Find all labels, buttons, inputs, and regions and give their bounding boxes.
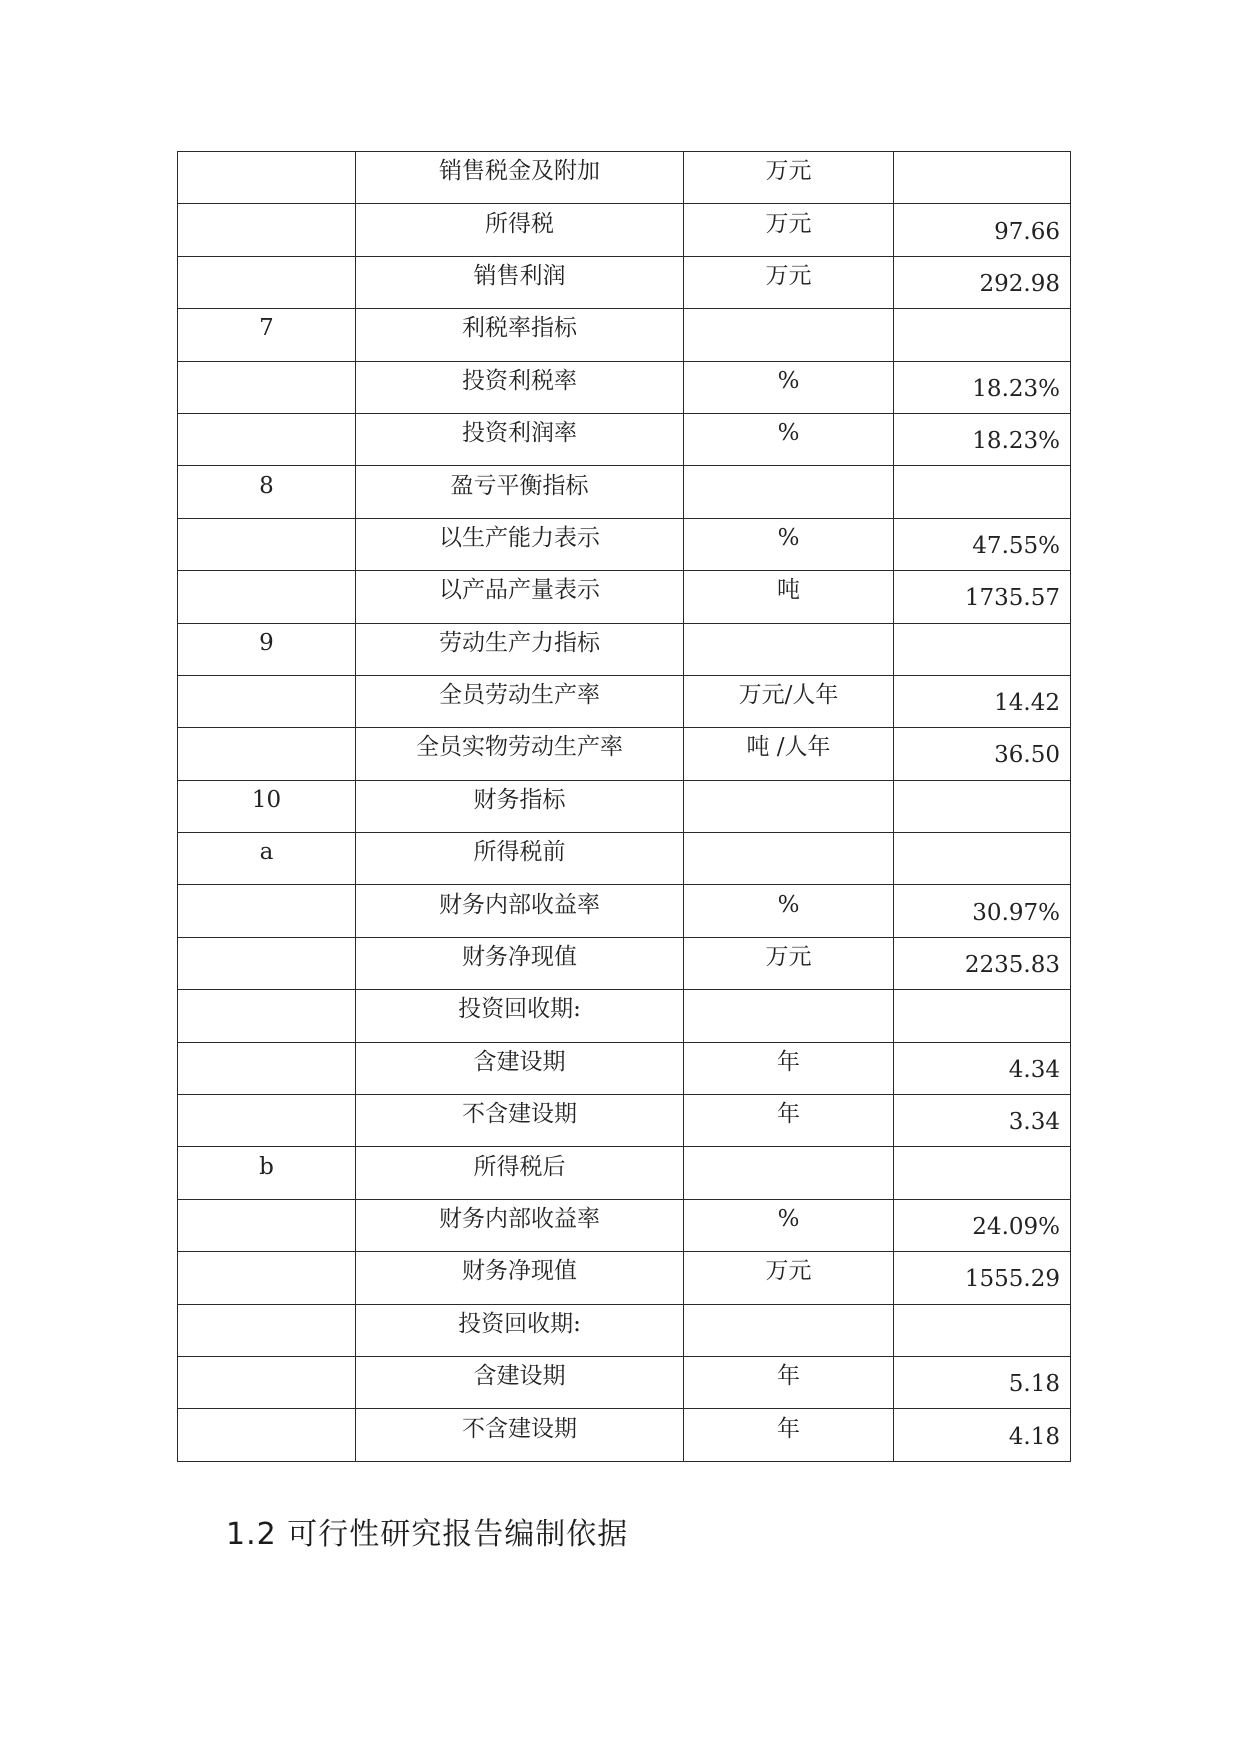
row-number-text: a xyxy=(259,839,274,866)
row-number-cell xyxy=(178,256,356,308)
unit-cell xyxy=(684,990,894,1042)
indicator-name-text: 所得税后 xyxy=(473,1153,566,1180)
indicator-name-cell xyxy=(356,1356,684,1408)
indicator-name-text: 销售税金及附加 xyxy=(439,158,600,185)
value-cell xyxy=(894,518,1071,570)
indicator-table-body xyxy=(178,152,1071,1462)
value-text: 36.50 xyxy=(994,742,1060,769)
indicator-name-text: 投资利润率 xyxy=(462,420,577,447)
value-text: 4.18 xyxy=(1008,1423,1060,1450)
unit-cell xyxy=(684,1095,894,1147)
row-number-cell xyxy=(178,309,356,361)
indicator-name-cell xyxy=(356,1042,684,1094)
table-row xyxy=(178,1042,1071,1094)
value-text: 47.55% xyxy=(972,532,1060,559)
row-number-cell xyxy=(178,518,356,570)
unit-cell xyxy=(684,1304,894,1356)
unit-cell xyxy=(684,833,894,885)
table-row xyxy=(178,571,1071,623)
row-number-cell xyxy=(178,780,356,832)
indicator-name-text: 财务内部收益率 xyxy=(439,1206,600,1232)
indicator-name-text: 财务指标 xyxy=(473,786,566,813)
unit-text: % xyxy=(777,891,800,918)
indicator-name-cell xyxy=(356,990,684,1042)
table-row xyxy=(178,361,1071,413)
unit-text: 万元 xyxy=(765,262,812,289)
table-row xyxy=(178,623,1071,675)
row-number-cell xyxy=(178,1095,356,1147)
unit-text: 万元 xyxy=(765,210,812,237)
indicator-name-cell xyxy=(356,1199,684,1251)
unit-cell xyxy=(684,780,894,832)
row-number-cell xyxy=(178,571,356,623)
unit-text: 年 xyxy=(777,1048,800,1075)
value-cell xyxy=(894,256,1071,308)
value-text: 1555.29 xyxy=(964,1266,1060,1293)
value-text: 5.18 xyxy=(1008,1371,1060,1398)
value-cell xyxy=(894,1199,1071,1251)
table-row xyxy=(178,990,1071,1042)
unit-cell xyxy=(684,466,894,518)
unit-text: % xyxy=(777,367,800,394)
value-cell xyxy=(894,728,1071,780)
table-row xyxy=(178,256,1071,308)
value-text: 30.97% xyxy=(972,899,1060,926)
table-row xyxy=(178,413,1071,465)
indicator-name-cell xyxy=(356,1095,684,1147)
indicator-name-text: 以生产能力表示 xyxy=(439,524,600,551)
row-number-cell xyxy=(178,204,356,256)
value-cell xyxy=(894,309,1071,361)
row-number-cell xyxy=(178,885,356,937)
value-cell xyxy=(894,1252,1071,1304)
indicator-name-cell xyxy=(356,518,684,570)
row-number-cell xyxy=(178,623,356,675)
value-text: 1735.57 xyxy=(964,585,1060,612)
row-number-text: 8 xyxy=(259,472,274,499)
value-cell xyxy=(894,1356,1071,1408)
value-text: 18.23% xyxy=(972,375,1060,402)
value-cell xyxy=(894,361,1071,413)
indicator-name-cell xyxy=(356,1147,684,1199)
unit-cell xyxy=(684,1042,894,1094)
indicator-name-cell xyxy=(356,152,684,204)
indicator-name-text: 投资利税率 xyxy=(462,367,577,394)
section-heading: 1.2 可行性研究报告编制依据 xyxy=(226,1517,629,1552)
value-text: 24.09% xyxy=(972,1214,1060,1240)
table-row xyxy=(178,518,1071,570)
unit-text: 年 xyxy=(777,1363,800,1390)
indicator-name-cell xyxy=(356,623,684,675)
value-cell xyxy=(894,780,1071,832)
indicator-name-text: 盈亏平衡指标 xyxy=(450,472,589,499)
indicator-name-cell xyxy=(356,728,684,780)
table-row xyxy=(178,675,1071,727)
indicator-name-cell xyxy=(356,466,684,518)
value-text: 3.34 xyxy=(1008,1109,1060,1136)
indicator-name-cell xyxy=(356,937,684,989)
indicator-name-cell xyxy=(356,256,684,308)
row-number-cell xyxy=(178,466,356,518)
indicator-name-text: 财务净现值 xyxy=(462,944,577,971)
indicator-name-cell xyxy=(356,204,684,256)
row-number-text: b xyxy=(259,1153,274,1180)
unit-text: 年 xyxy=(777,1101,800,1128)
indicator-name-cell xyxy=(356,675,684,727)
indicator-name-text: 所得税 xyxy=(485,210,554,237)
unit-cell xyxy=(684,937,894,989)
indicator-name-text: 所得税前 xyxy=(473,839,566,866)
table-row xyxy=(178,1095,1071,1147)
indicator-table xyxy=(177,151,1071,1462)
unit-cell xyxy=(684,571,894,623)
row-number-cell xyxy=(178,833,356,885)
value-cell xyxy=(894,1147,1071,1199)
unit-cell xyxy=(684,675,894,727)
row-number-cell xyxy=(178,413,356,465)
table-row xyxy=(178,152,1071,204)
indicator-name-text: 投资回收期: xyxy=(458,996,581,1023)
table-row xyxy=(178,937,1071,989)
value-cell xyxy=(894,1409,1071,1461)
value-cell xyxy=(894,833,1071,885)
indicator-name-text: 不含建设期 xyxy=(462,1415,577,1442)
value-text: 97.66 xyxy=(994,218,1060,245)
unit-cell xyxy=(684,728,894,780)
indicator-name-text: 全员劳动生产率 xyxy=(439,682,600,709)
indicator-name-cell xyxy=(356,1252,684,1304)
unit-cell xyxy=(684,885,894,937)
unit-text: 万元/人年 xyxy=(738,682,839,709)
table-row xyxy=(178,1147,1071,1199)
unit-cell xyxy=(684,1147,894,1199)
value-text: 18.23% xyxy=(972,428,1060,455)
value-cell xyxy=(894,1304,1071,1356)
unit-text: 吨 /人年 xyxy=(746,734,831,761)
row-number-text: 7 xyxy=(259,315,274,342)
indicator-name-text: 含建设期 xyxy=(473,1363,566,1390)
table-row xyxy=(178,204,1071,256)
indicator-name-cell xyxy=(356,361,684,413)
indicator-name-text: 财务净现值 xyxy=(462,1258,577,1285)
row-number-cell xyxy=(178,990,356,1042)
value-cell xyxy=(894,937,1071,989)
unit-cell xyxy=(684,413,894,465)
unit-cell xyxy=(684,518,894,570)
indicator-name-text: 不含建设期 xyxy=(462,1101,577,1128)
row-number-cell xyxy=(178,1356,356,1408)
indicator-name-cell xyxy=(356,571,684,623)
indicator-name-text: 全员实物劳动生产率 xyxy=(416,734,623,761)
unit-cell xyxy=(684,309,894,361)
row-number-cell xyxy=(178,1409,356,1461)
value-cell xyxy=(894,1042,1071,1094)
unit-text: 吨 xyxy=(777,577,800,604)
value-cell xyxy=(894,623,1071,675)
indicator-name-cell xyxy=(356,833,684,885)
table-row xyxy=(178,466,1071,518)
row-number-cell xyxy=(178,1199,356,1251)
table-row xyxy=(178,1304,1071,1356)
table-row xyxy=(178,780,1071,832)
indicator-name-text: 劳动生产力指标 xyxy=(439,629,600,656)
value-text: 14.42 xyxy=(994,690,1060,717)
indicator-name-text: 以产品产量表示 xyxy=(439,577,600,604)
table-row xyxy=(178,1356,1071,1408)
table-row xyxy=(178,833,1071,885)
row-number-cell xyxy=(178,361,356,413)
indicator-name-text: 销售利润 xyxy=(473,262,566,289)
indicator-name-cell xyxy=(356,780,684,832)
indicator-name-text: 投资回收期: xyxy=(458,1310,581,1337)
unit-text: % xyxy=(777,420,800,447)
value-cell xyxy=(894,1095,1071,1147)
unit-cell xyxy=(684,1356,894,1408)
table-row xyxy=(178,1409,1071,1461)
indicator-name-text: 利税率指标 xyxy=(462,315,577,342)
row-number-text: 9 xyxy=(259,629,274,656)
unit-cell xyxy=(684,152,894,204)
table-row xyxy=(178,885,1071,937)
indicator-name-cell xyxy=(356,1409,684,1461)
value-cell xyxy=(894,675,1071,727)
row-number-cell xyxy=(178,675,356,727)
row-number-cell xyxy=(178,152,356,204)
indicator-name-text: 财务内部收益率 xyxy=(439,891,600,918)
value-text: 2235.83 xyxy=(964,952,1060,979)
unit-text: 年 xyxy=(777,1415,800,1442)
unit-cell xyxy=(684,623,894,675)
value-cell xyxy=(894,413,1071,465)
value-cell xyxy=(894,204,1071,256)
value-text: 292.98 xyxy=(979,270,1060,297)
value-cell xyxy=(894,885,1071,937)
table-row xyxy=(178,1199,1071,1251)
value-cell xyxy=(894,990,1071,1042)
unit-cell xyxy=(684,256,894,308)
row-number-text: 10 xyxy=(251,786,282,813)
indicator-name-cell xyxy=(356,1304,684,1356)
table-row xyxy=(178,1252,1071,1304)
indicator-name-cell xyxy=(356,309,684,361)
value-cell xyxy=(894,152,1071,204)
value-cell xyxy=(894,466,1071,518)
table-row xyxy=(178,309,1071,361)
unit-cell xyxy=(684,1252,894,1304)
unit-text: 万元 xyxy=(765,944,812,971)
indicator-name-text: 含建设期 xyxy=(473,1048,566,1075)
unit-cell xyxy=(684,1409,894,1461)
row-number-cell xyxy=(178,1147,356,1199)
indicator-name-cell xyxy=(356,413,684,465)
row-number-cell xyxy=(178,1304,356,1356)
unit-text: % xyxy=(777,524,800,551)
unit-text: % xyxy=(777,1206,800,1232)
value-text: 4.34 xyxy=(1008,1056,1060,1083)
indicator-name-cell xyxy=(356,885,684,937)
table-row xyxy=(178,728,1071,780)
value-cell xyxy=(894,571,1071,623)
unit-text: 万元 xyxy=(765,158,812,185)
row-number-cell xyxy=(178,937,356,989)
row-number-cell xyxy=(178,1252,356,1304)
unit-cell xyxy=(684,361,894,413)
row-number-cell xyxy=(178,728,356,780)
unit-cell xyxy=(684,1199,894,1251)
row-number-cell xyxy=(178,1042,356,1094)
unit-text: 万元 xyxy=(765,1258,812,1285)
unit-cell xyxy=(684,204,894,256)
